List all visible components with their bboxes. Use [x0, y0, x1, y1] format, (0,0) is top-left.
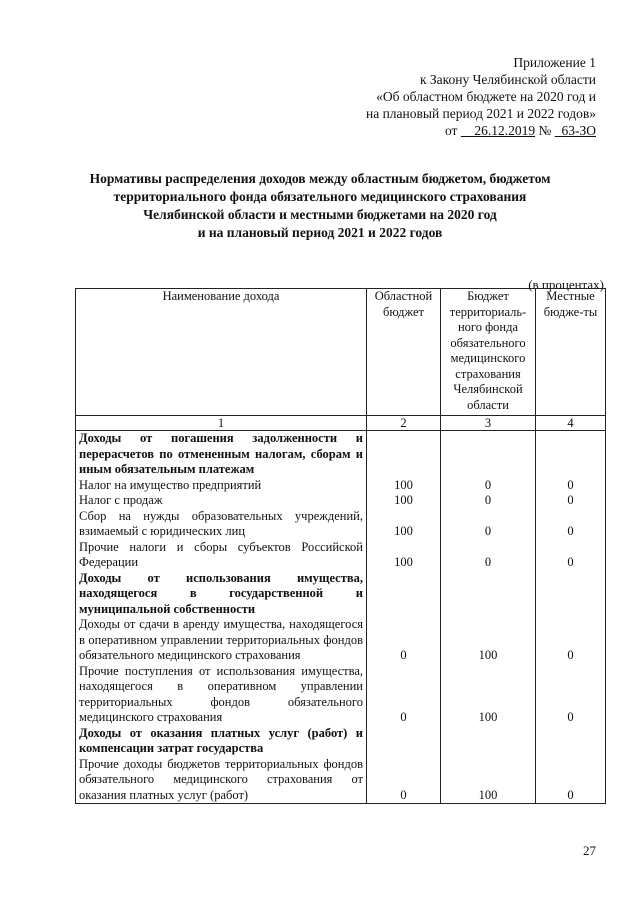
regional-value: 100: [367, 540, 441, 571]
income-name: Доходы от сдачи в аренду имущества, находящегося в оперативном управлении территориальных фондов обязательного медицинского страхования: [76, 617, 367, 664]
section-row: [76, 431, 606, 478]
column-number: 4: [536, 416, 606, 431]
title-line: Нормативы распределения доходов между областным бюджетом, бюджетом: [89, 171, 551, 186]
column-number: 2: [367, 416, 441, 431]
column-number: 1: [76, 416, 367, 431]
header-regional: Областной бюджет: [367, 289, 441, 416]
income-name: Прочие доходы бюджетов территориальных фондов обязательного медицинского страхования от оказания платных услуг (работ): [76, 757, 367, 804]
table-row: [76, 617, 606, 664]
table-row: [76, 509, 606, 540]
page-number: 27: [583, 843, 596, 858]
regional-value: 100: [367, 493, 441, 509]
section-row: [76, 571, 606, 618]
unit-label: (в процентах): [528, 277, 604, 292]
fund-value: 0: [441, 493, 536, 509]
local-value: 0: [536, 664, 606, 726]
empty-cell: [536, 571, 606, 618]
regional-value: 100: [367, 509, 441, 540]
regional-value: 0: [367, 617, 441, 664]
section-title: Доходы от погашения задолженности и перерасчетов по отмененным налогам, сборам и иным обязательным платежам: [76, 431, 367, 478]
empty-cell: [441, 571, 536, 618]
law-number: 63-ЗО: [561, 123, 596, 138]
appendix-date-line: [366, 122, 596, 139]
number-prefix: №: [538, 123, 552, 138]
empty-cell: [367, 431, 441, 478]
local-value: 0: [536, 757, 606, 804]
appendix-line: на плановый период 2021 и 2022 годов»: [365, 106, 596, 121]
empty-cell: [367, 726, 441, 757]
income-name: Налог на имущество предприятий: [76, 478, 367, 494]
local-value: 0: [536, 617, 606, 664]
title-line: и на плановый период 2021 и 2022 годов: [197, 225, 443, 240]
fund-value: 100: [441, 617, 536, 664]
fund-value: 100: [441, 757, 536, 804]
empty-cell: [536, 431, 606, 478]
local-value: 0: [536, 540, 606, 571]
income-name: Сбор на нужды образовательных учреждений, взимаемый с юридических лиц: [76, 509, 367, 540]
section-title: Доходы от использования имущества, находящегося в государственной и муниципальной собственности: [76, 571, 367, 618]
section-row: [76, 726, 606, 757]
appendix-line: «Об областном бюджете на 2020 год и: [376, 89, 596, 104]
date-prefix: от: [444, 123, 458, 138]
header-local: Местные бюдже-ты: [536, 289, 606, 416]
local-value: 0: [536, 478, 606, 494]
fund-value: 100: [441, 664, 536, 726]
header-row: [76, 289, 606, 416]
header-fund: Бюджет территориаль-ного фонда обязательного медицинского страхования Челябинской области: [441, 289, 536, 416]
column-number: 3: [441, 416, 536, 431]
empty-cell: [536, 726, 606, 757]
income-name: Прочие налоги и сборы субъектов Российской Федерации: [76, 540, 367, 571]
fund-value: 0: [441, 509, 536, 540]
header-income-name: Наименование дохода: [76, 289, 367, 416]
local-value: 0: [536, 509, 606, 540]
document-title: [70, 170, 570, 242]
table-row: [76, 478, 606, 494]
fund-value: 0: [441, 478, 536, 494]
appendix-line: к Закону Челябинской области: [419, 72, 596, 87]
table-row: [76, 664, 606, 726]
table-body: [76, 431, 606, 804]
empty-cell: [441, 431, 536, 478]
table-row: [76, 757, 606, 804]
income-name: Прочие поступления от использования имущества, находящегося в оперативном управлении территориальных фондов обязательного медицинского страхования: [76, 664, 367, 726]
empty-cell: [441, 726, 536, 757]
law-date: 26.12.2019: [474, 123, 536, 138]
column-number-row: [76, 416, 606, 431]
title-line: Челябинской области и местными бюджетами на 2020 год: [143, 207, 497, 222]
regional-value: 100: [367, 478, 441, 494]
title-line: территориального фонда обязательного медицинского страхования: [113, 189, 527, 204]
regional-value: 0: [367, 757, 441, 804]
fund-value: 0: [441, 540, 536, 571]
norms-table: [75, 288, 606, 804]
table-row: [76, 493, 606, 509]
appendix-block: [366, 54, 596, 139]
income-name: Налог с продаж: [76, 493, 367, 509]
local-value: 0: [536, 493, 606, 509]
appendix-line: Приложение 1: [513, 55, 596, 70]
regional-value: 0: [367, 664, 441, 726]
empty-cell: [367, 571, 441, 618]
section-title: Доходы от оказания платных услуг (работ) и компенсации затрат государства: [76, 726, 367, 757]
table-row: [76, 540, 606, 571]
